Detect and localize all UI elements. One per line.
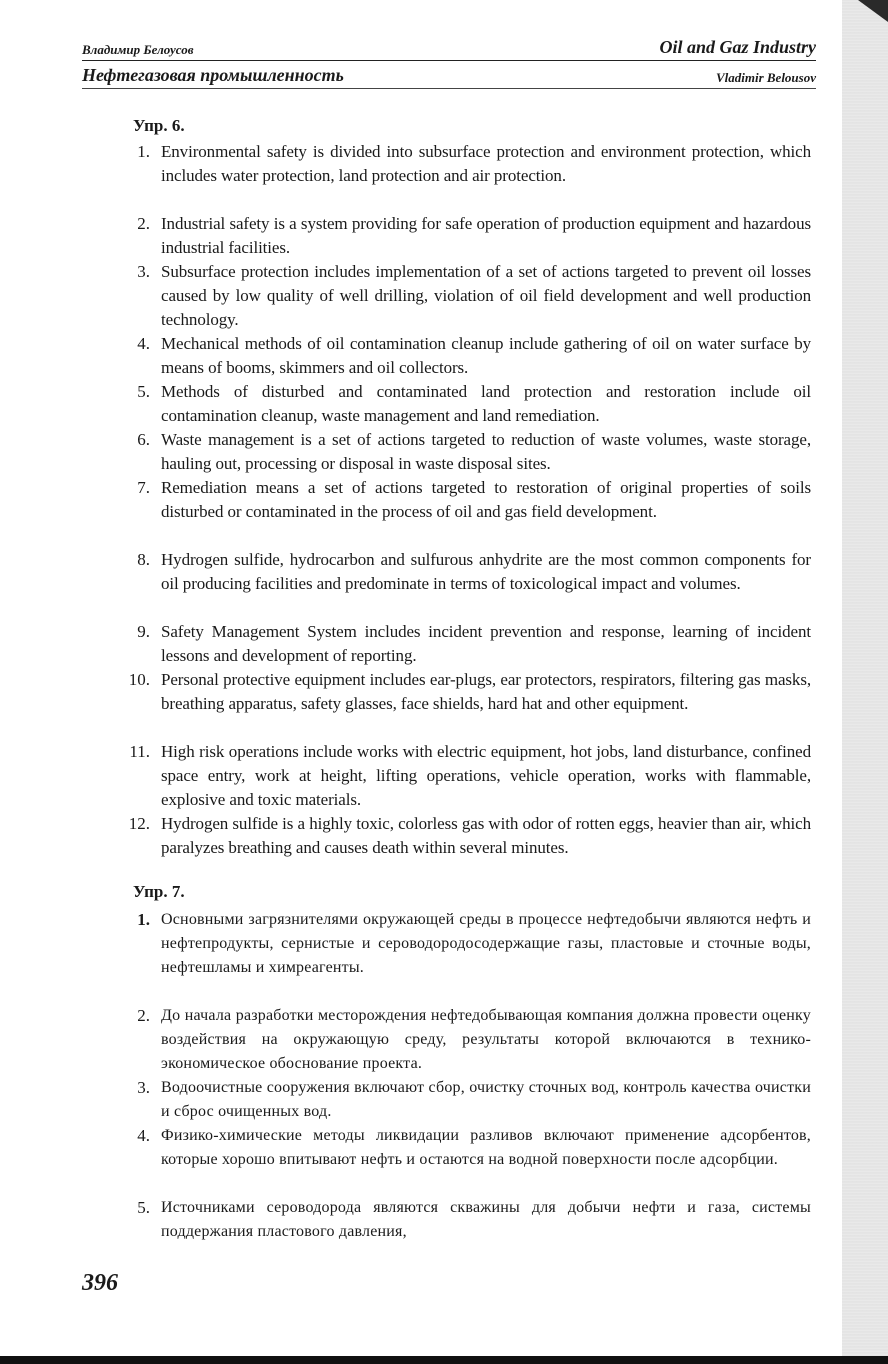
header-title-ru: Нефтегазовая промышленность (82, 65, 344, 85)
exercise-6-title: Упр. 6. (133, 116, 185, 135)
running-header-bottom (82, 62, 816, 88)
item-text: Hydrogen sulfide is a highly toxic, colorless gas with odor of rotten eggs, heavier than air, which paralyzes breathing and causes death within several minutes. (161, 814, 811, 857)
header-rule-top (82, 60, 816, 61)
item-number: 2. (137, 1006, 150, 1025)
item-number: 12. (128, 814, 150, 833)
item-number: 1. (137, 910, 150, 929)
item-text: Waste management is a set of actions targeted to reduction of waste volumes, waste storage, hauling out, processing or disposal in waste disposal sites. (161, 430, 811, 473)
item-number: 4. (137, 334, 150, 353)
item-text: Источниками сероводорода являются скважины для добычи нефти и газа, системы поддержания пластового давления, (161, 1199, 811, 1240)
item-text: Водоочистные сооружения включают сбор, очистку сточных вод, контроль качества очистки и сброс очищенных вод. (161, 1079, 811, 1120)
item-text: High risk operations include works with electric equipment, hot jobs, land disturbance, confined space entry, work at height, lifting operations, vehicle operation, works with flammable, explosive and toxic materials. (161, 742, 811, 809)
item-text: Основными загрязнителями окружающей среды в процессе нефтедобычи являются нефть и нефтепродукты, сернистые и сероводородосодержащие газы, пластовые и сточные воды, нефтешламы и химреагенты. (161, 911, 811, 976)
page-corner (858, 0, 888, 22)
page-number: 396 (82, 1270, 118, 1296)
item-number: 2. (137, 214, 150, 233)
item-number: 6. (137, 430, 150, 449)
running-header-top (82, 34, 816, 60)
page-edge-shadow (842, 0, 888, 1364)
item-text: Safety Management System includes incident prevention and response, learning of incident lessons and development of reporting. (161, 622, 811, 665)
exercise-7-title: Упр. 7. (133, 882, 185, 901)
item-number: 3. (137, 262, 150, 281)
item-number: 9. (137, 622, 150, 641)
item-text: Hydrogen sulfide, hydrocarbon and sulfurous anhydrite are the most common components for oil producing facilities and predominate in terms of toxicological impact and volumes. (161, 550, 811, 593)
item-number: 5. (137, 1198, 150, 1217)
item-text: Environmental safety is divided into subsurface protection and environment protection, which includes water protection, land protection and air protection. (161, 142, 811, 185)
item-number: 3. (137, 1078, 150, 1097)
header-author-ru: Владимир Белоусов (82, 42, 194, 57)
item-text: До начала разработки месторождения нефтедобывающая компания должна провести оценку воздействия на окружающую среду, результаты которой включаются в технико-экономическое обоснование проекта. (161, 1007, 811, 1072)
item-number: 1. (137, 142, 150, 161)
item-text: Mechanical methods of oil contamination cleanup include gathering of oil on water surface by means of booms, skimmers and oil collectors. (161, 334, 811, 377)
item-text: Физико-химические методы ликвидации разливов включают применение адсорбентов, которые хорошо впитывают нефть и остаются на водной поверхности после адсорбции. (161, 1127, 811, 1168)
header-author-en: Vladimir Belousov (715, 70, 816, 85)
item-text: Methods of disturbed and contaminated land protection and restoration include oil contamination cleanup, waste management and land remediation. (161, 382, 811, 425)
item-number: 8. (137, 550, 150, 569)
item-number: 10. (128, 670, 150, 689)
item-number: 5. (137, 382, 150, 401)
header-title-en: Oil and Gaz Industry (659, 37, 816, 57)
item-text: Personal protective equipment includes ear-plugs, ear protectors, respirators, filtering gas masks, breathing apparatus, safety glasses, face shields, hard hat and other equipment. (161, 670, 811, 713)
item-text: Remediation means a set of actions targeted to restoration of original properties of soils disturbed or contaminated in the process of oil and gas field development. (161, 478, 811, 521)
item-text: Subsurface protection includes implementation of a set of actions targeted to prevent oil losses caused by low quality of well drilling, violation of oil field development and well production technology. (161, 262, 811, 329)
item-number: 7. (137, 478, 150, 497)
header-rule-bottom (82, 88, 816, 89)
item-number: 11. (129, 742, 150, 761)
bottom-border (0, 1356, 888, 1364)
item-number: 4. (137, 1126, 150, 1145)
item-text: Industrial safety is a system providing for safe operation of production equipment and hazardous industrial facilities. (161, 214, 811, 257)
